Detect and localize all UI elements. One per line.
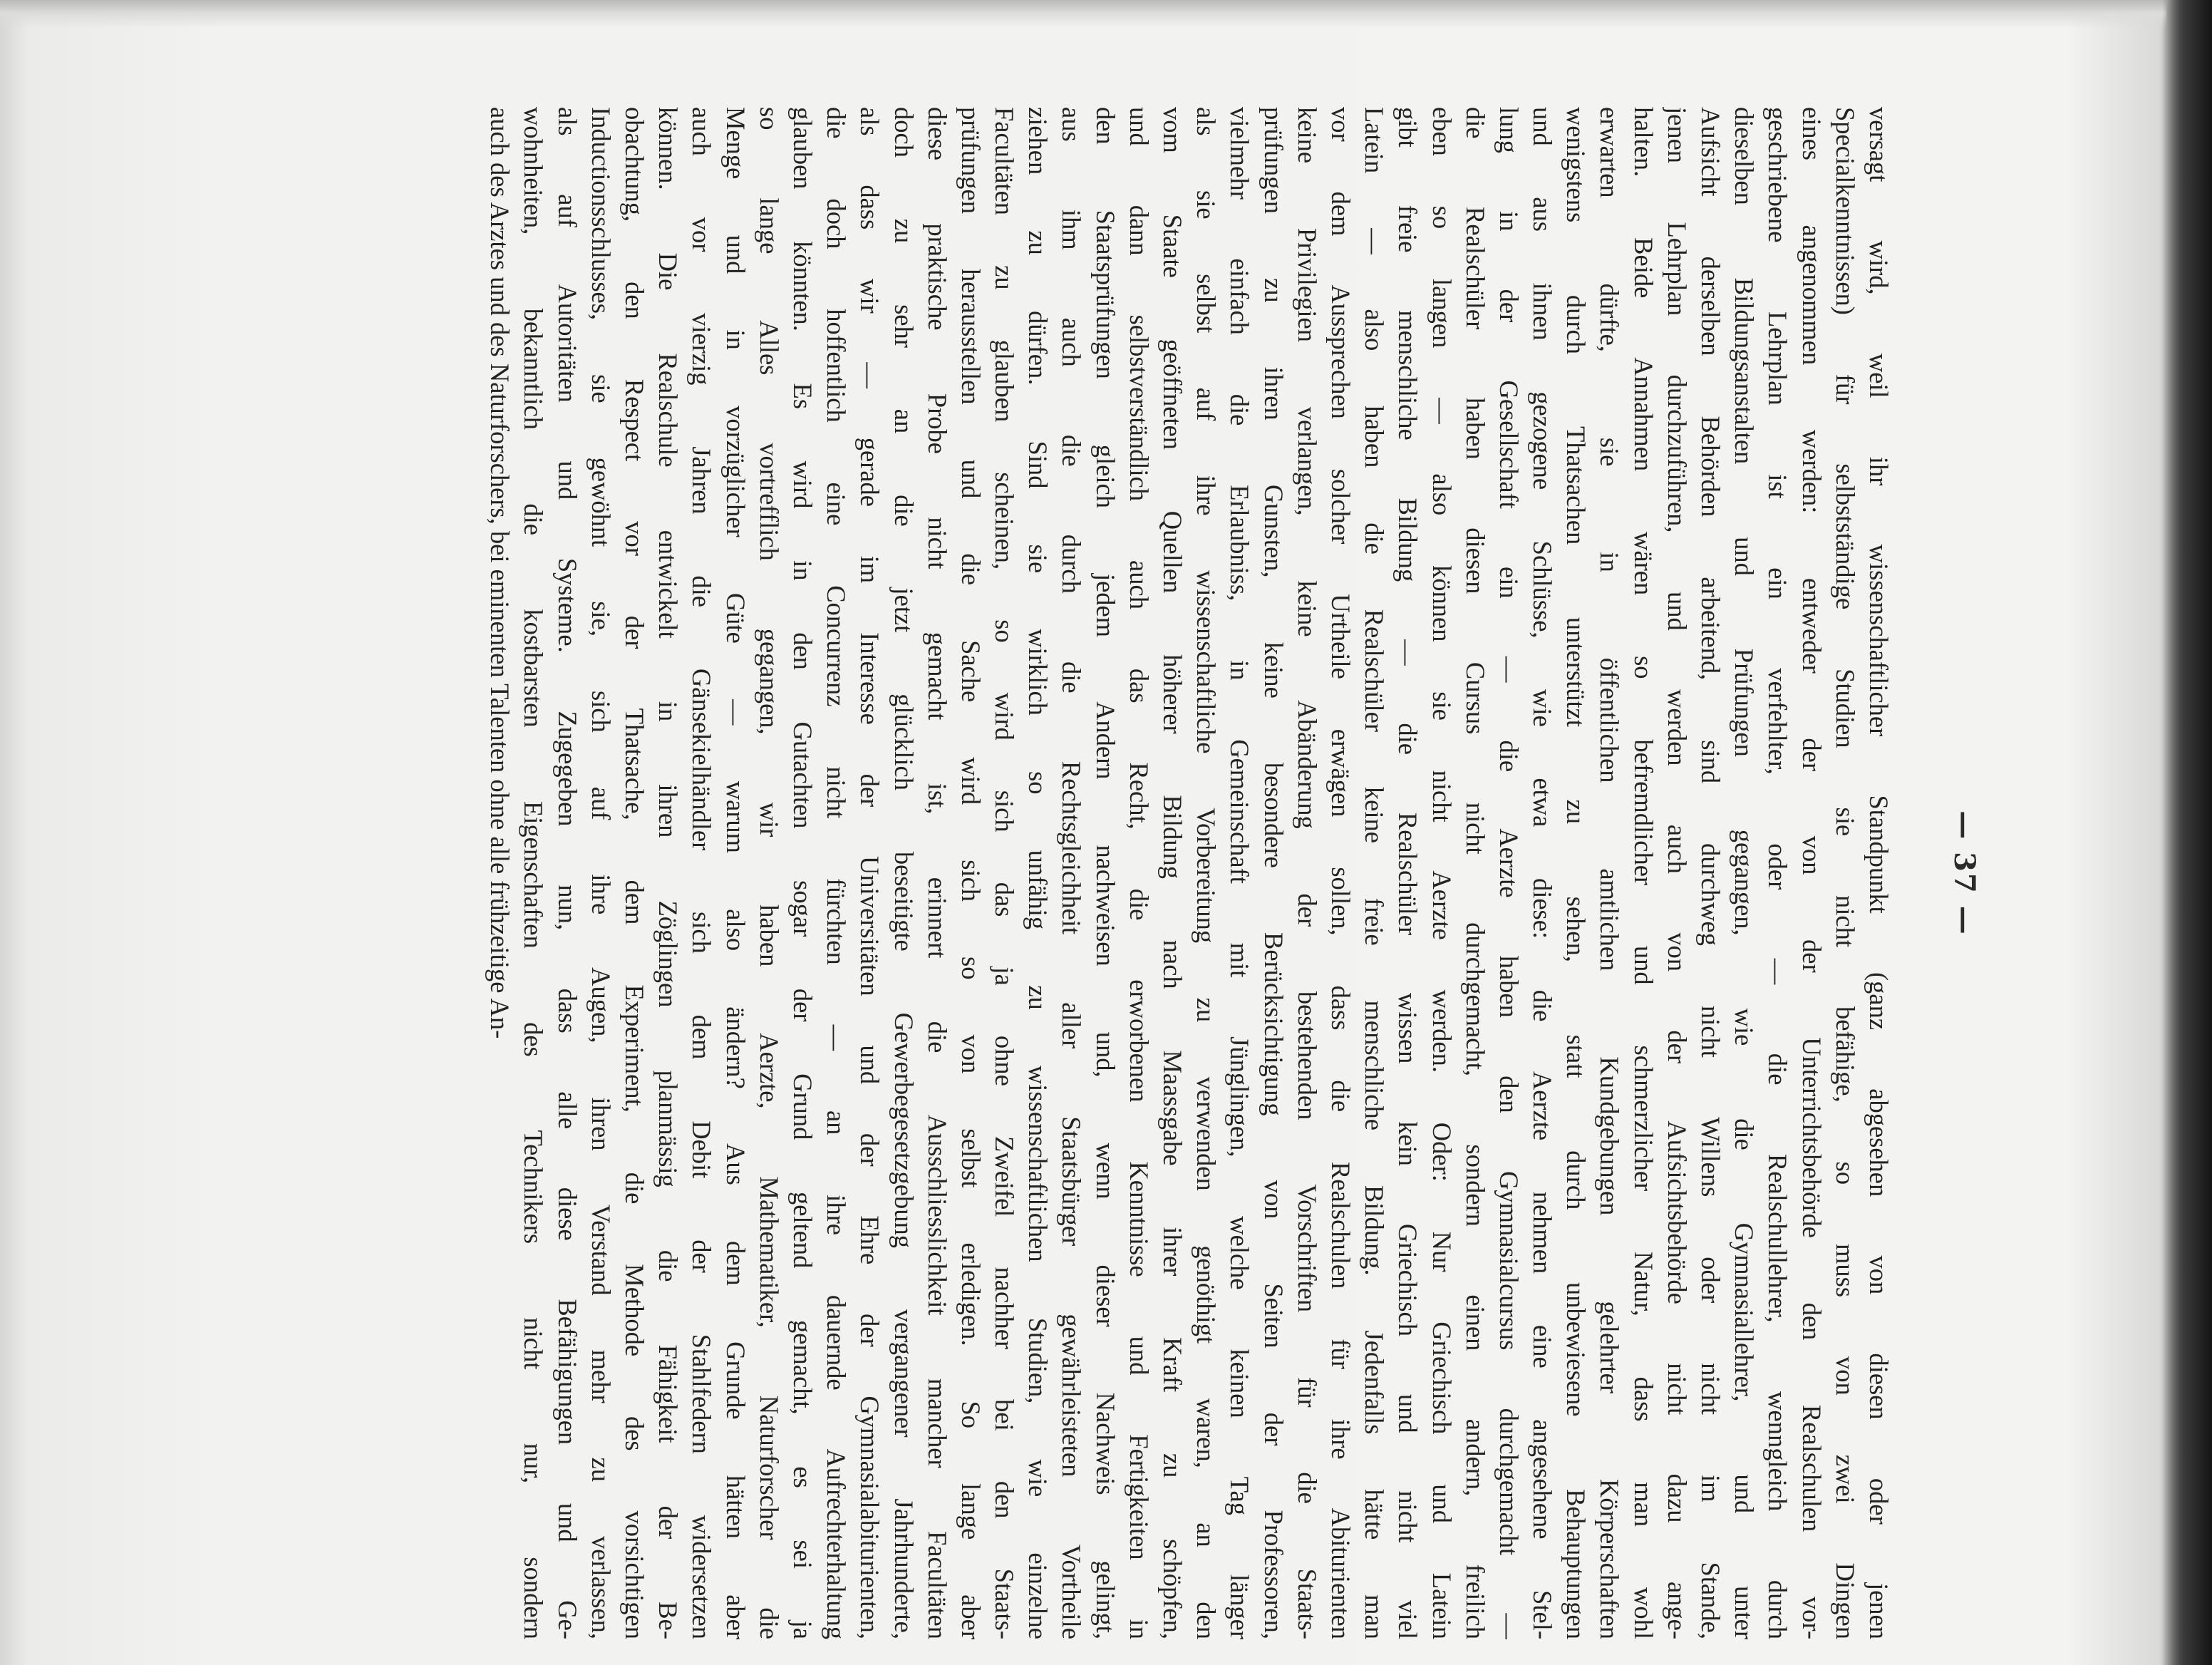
text-line: Specialkenntnissen) für selbstständige Studien sie nicht befähige, so muss von zwei Dingen (1830, 107, 1860, 1639)
text-line: gibt freie menschliche Bildung — die Realschüler wissen kein Griechisch und nicht viel (1393, 107, 1423, 1639)
text-line: keine Privilegien verlangen, keine Abänderung der bestehenden Vorschriften für die Staats- (1292, 107, 1322, 1639)
text-line: so lange Alles vortrefflich gegangen, wir haben Aerzte, Mathematiker, Naturforscher die (754, 107, 784, 1639)
text-line: geschriebene Lehrplan ist ein verfehlter, oder — die Realschullehrer, wenngleich durch (1763, 107, 1793, 1639)
text-line: prüfungen zu ihren Gunsten, keine besondere Berücksichtigung von Seiten der Professoren, (1259, 107, 1288, 1639)
text-line: als dass wir — gerade im Interesse der Universitäten und der Ehre der Gymnasialabiturienten, (855, 107, 885, 1639)
text-line: lung in der Gesellschaft ein — die Aerzte haben den Gymnasialcursus durchgemacht — (1494, 107, 1524, 1639)
text-line: auch vor vierzig Jahren die Gänsekielhändler sich dem Debit der Stahlfedern widersetzen (687, 107, 717, 1639)
text-line: als auf Autoritäten und Systeme. Zugegeben nun, dass alle diese Befähigungen und Ge- (552, 107, 582, 1639)
text-line: eben so langen — also können sie nicht Aerzte werden. Oder: Nur Griechisch und Latein (1427, 107, 1457, 1639)
text-line: diese praktische Probe nicht gemacht ist, erinnert die Ausschliesslichkeit mancher Facultäten (922, 107, 952, 1639)
body-text (483, 107, 1896, 1639)
book-spine-edge (2162, 0, 2212, 1665)
text-line: aus ihm auch die durch die Rechtsgleichheit aller Staatsbürger gewährleisteten Vortheile (1057, 107, 1087, 1639)
text-line: als sie selbst auf ihre wissenschaftliche Vorbereitung zu verwenden genöthigt waren, an den (1192, 107, 1221, 1639)
text-line: können. Die Realschule entwickelt in ihren Zöglingen planmässig die Fähigkeit der Be- (653, 107, 683, 1639)
text-line: doch zu sehr an die jetzt glücklich beseitigte Gewerbegesetzgebung vergangener Jahrhunderte, (889, 107, 919, 1639)
text-line: versagt wird, weil ihr wissenschaftlicher Standpunkt (ganz abgesehen von diesen oder jenen (1864, 107, 1893, 1639)
text-line: Inductionsschlusses, sie gewöhnt sie, sich auf ihre Augen, ihren Verstand mehr zu verlassen, (586, 107, 616, 1639)
text-line: die doch hoffentlich eine Concurrenz nicht fürchten — an ihre dauernde Aufrechterhaltung (822, 107, 852, 1639)
text-line: Facultäten zu glauben scheinen, so wird sich das ja ohne Zweifel nachher bei den Staats- (990, 107, 1020, 1639)
text-line: jenen Lehrplan durchzuführen, und werden auch von der Aufsichtsbehörde nicht dazu ange- (1662, 107, 1692, 1639)
text-line: vielmehr einfach die Erlaubniss, in Gemeinschaft mit Jünglingen, welche keinen Tag länger (1225, 107, 1255, 1639)
page-number: — 37 — (1948, 810, 1981, 936)
text-line: wohnheiten, bekanntlich die kostbarsten Eigenschaften des Technikers nicht nur, sondern (519, 107, 549, 1639)
text-line: die Realschüler haben diesen Cursus nicht durchgemacht, sondern einen andern, freilich (1460, 107, 1490, 1639)
text-line: und dann selbstverständlich auch das Recht, die erworbenen Kenntnisse und Fertigkeiten in (1124, 107, 1154, 1639)
text-line: den Staatsprüfungen gleich jedem Andern nachweisen und, wenn dieser Nachweis gelingt, (1090, 107, 1120, 1639)
text-line: wenigstens durch Thatsachen unterstützt zu sehen, statt durch unbewiesene Behauptungen (1561, 107, 1591, 1639)
top-scan-shadow (0, 0, 2166, 29)
text-line: dieselben Bildungsanstalten und Prüfungen gegangen, wie die Gymnasiallehrer, und unter (1730, 107, 1759, 1639)
text-line: vor dem Aussprechen solcher Urtheile erwägen sollen, dass die Realschulen für ihre Abiturienten (1326, 107, 1355, 1639)
text-line: auch des Arztes und des Naturforschers, bei eminenten Talenten ohne alle frühzeitige An- (485, 107, 515, 1039)
text-line: erwarten dürfte, sie in öffentlichen amtlichen Kundgebungen gelehrter Körperschaften (1595, 107, 1625, 1639)
text-line: glauben könnten. Es wird in den Gutachten sogar der Grund geltend gemacht, es sei ja (788, 107, 817, 1639)
text-line: halten. Beide Annahmen wären so befremdlicher und schmerzlicher Natur, dass man wohl (1628, 107, 1658, 1639)
text-line: Latein — also haben die Realschüler keine freie menschliche Bildung. Jedenfalls hätte man (1360, 107, 1390, 1639)
text-line: und aus ihnen gezogene Schlüsse, wie etwa diese: die Aerzte nehmen eine angesehene Stel- (1528, 107, 1558, 1639)
text-line: Menge und in vorzüglicher Güte — warum also ändern? Aus dem Grunde hätten aber (720, 107, 750, 1639)
text-line: prüfungen herausstellen und die Sache wird sich so von selbst erledigen. So lange aber (956, 107, 986, 1639)
text-line: Aufsicht derselben Behörden arbeitend, sind durchweg nicht Willens oder nicht im Stande, (1696, 107, 1726, 1639)
text-line: vom Staate geöffneten Quellen höherer Bildung nach Maassgabe ihrer Kraft zu schöpfen, (1158, 107, 1188, 1639)
rotated-book-page (356, 107, 1981, 1639)
text-line: ziehen zu dürfen. Sind sie wirklich so unfähig zu wissenschaftlichen Studien, wie einzelne (1023, 107, 1053, 1639)
text-line: obachtung, den Respect vor der Thatsache, dem Experiment, die Methode des vorsichtigen (620, 107, 650, 1639)
text-line: eines angenommen werden: entweder der von der Unterrichtsbehörde den Realschulen vor- (1797, 107, 1826, 1639)
